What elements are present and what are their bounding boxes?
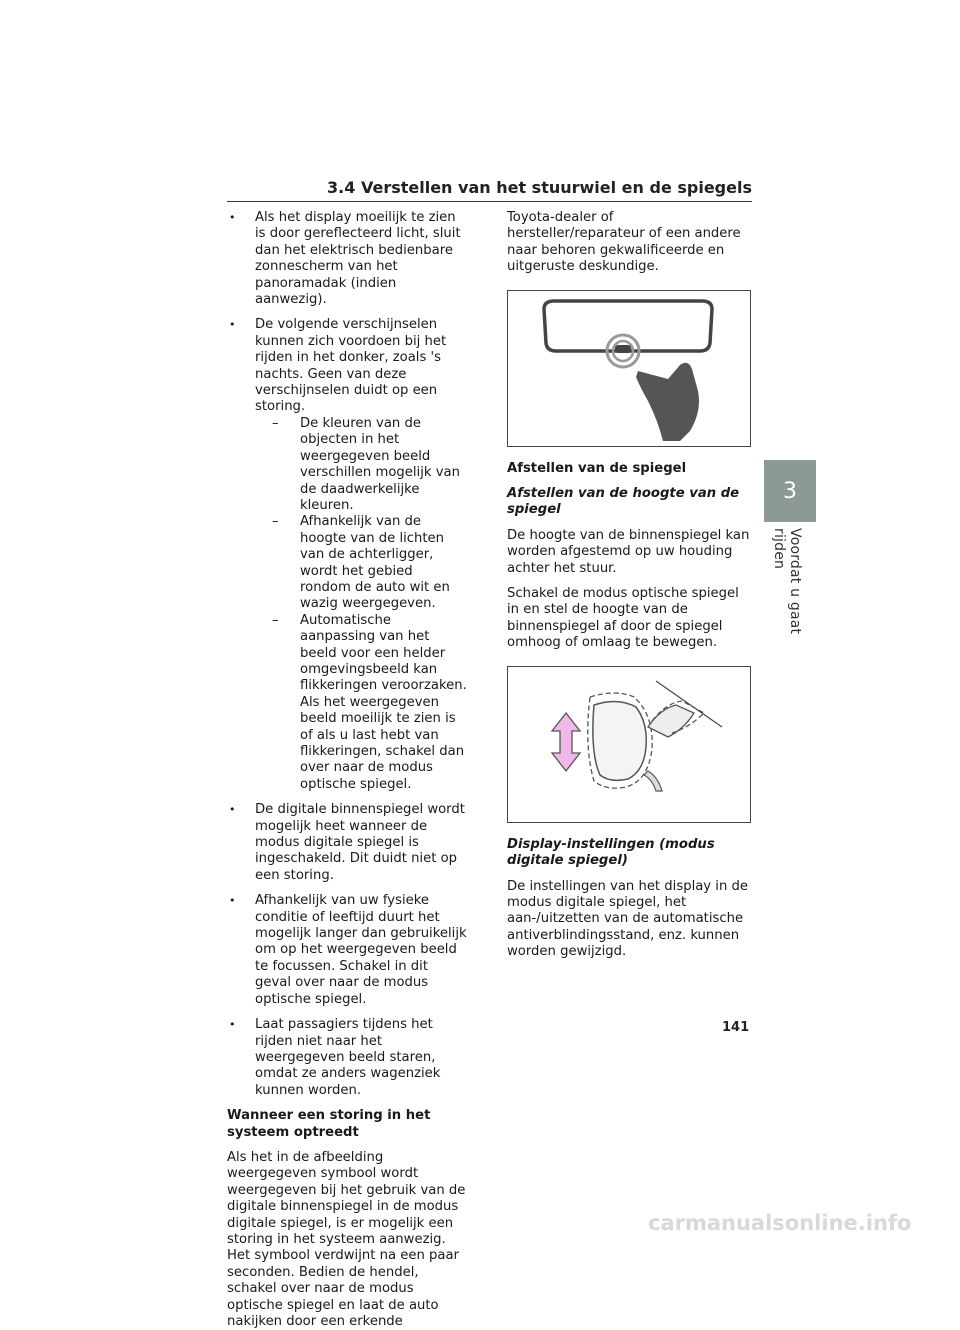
sub-item: – Afhankelijk van de hoogte van de lichten van de achterligger, wordt het gebied rondom de auto wit en wazig weergegeven. xyxy=(272,514,467,612)
sub-item: – De kleuren van de objecten in het weergegeven beeld verschillen mogelijk van de daadwerkelijke kleuren. xyxy=(272,416,467,514)
left-column xyxy=(227,210,467,1330)
right-column xyxy=(507,210,755,970)
sub-text: Automatische aanpassing van het beeld voor een helder omgevingsbeeld kan flikkeringen veroorzaken. xyxy=(300,612,467,694)
height-paragraph-1: De hoogte van de binnenspiegel kan worden afgestemd op uw houding achter het stuur. xyxy=(507,527,750,576)
watermark: carmanualsonline.info xyxy=(648,1211,912,1235)
page-number: 141 xyxy=(722,1020,750,1035)
chapter-title: Voordat u gaat rijden xyxy=(771,528,803,635)
bullet-item xyxy=(227,317,467,793)
chapter-number: 3 xyxy=(783,478,797,504)
mirror-button-svg xyxy=(508,291,750,446)
section-header: 3.4 Verstellen van het stuurwiel en de spiegels xyxy=(227,178,752,202)
mirror-height-svg xyxy=(508,667,750,822)
adjust-mirror-heading: Afstellen van de spiegel xyxy=(507,460,687,476)
sub-item xyxy=(272,613,467,793)
bullet-text: De volgende verschijnselen kunnen zich voordoen bij het rijden in het donker, zoals 's nachts. Geen van deze verschijnselen duidt op een storing. xyxy=(255,317,447,415)
hand-icon xyxy=(636,362,699,440)
malfunction-paragraph: Als het in de afbeelding weergegeven symbool wordt weergegeven bij het gebruik van de digitale binnenspiegel in de modus digitale spiegel, is er mogelijk een storing in het systeem aanwezig. Het symbool verdwijnt na een paar seconden. Bedien de hendel, schakel over naar de modus optische spiegel en laat de auto nakijken door een erkende xyxy=(227,1149,466,1329)
sub-continuation: Als het weergegeven beeld moeilijk te zien is of als u last hebt van flikkeringen, schakel dan over naar de modus optische spiegel. xyxy=(300,694,465,792)
mirror-height-illustration xyxy=(507,666,751,823)
height-paragraph-2: Schakel de modus optische spiegel in en stel de hoogte van de binnenspiegel af door de spiegel omhoog of omlaag te bewegen. xyxy=(507,586,739,651)
chapter-tab xyxy=(764,460,816,522)
paragraph-continuation: Toyota-dealer of hersteller/reparateur of een andere naar behoren gekwalificeerde en uitgeruste deskundige. xyxy=(507,210,741,275)
bullet-item: • Afhankelijk van uw fysieke conditie of leeftijd duurt het mogelijk langer dan gebruikelijk om op het weergegeven beeld te focussen. Schakel in dit geval over naar de modus optische spiegel. xyxy=(227,893,467,1008)
mirror-button-illustration xyxy=(507,290,751,447)
display-settings-heading: Display-instellingen (modus digitale spiegel) xyxy=(507,836,715,869)
malfunction-heading: Wanneer een storing in het systeem optreedt xyxy=(227,1108,431,1140)
bullet-item: • Laat passagiers tijdens het rijden niet naar het weergegeven beeld staren, omdat ze anders wagenziek kunnen worden. xyxy=(227,1017,467,1099)
bullet-item: • Als het display moeilijk te zien is door gereflecteerd licht, sluit dan het elektrisch bedienbare zonnescherm van het panoramadak (indien aanwezig). xyxy=(227,210,467,308)
up-down-arrow-icon xyxy=(552,713,580,771)
adjust-height-heading: Afstellen van de hoogte van de spiegel xyxy=(507,486,740,518)
display-settings-paragraph: De instellingen van het display in de modus digitale spiegel, het aan-/uitzetten van de automatische antiverblindingsstand, enz. kunnen worden gewijzigd. xyxy=(507,878,749,960)
bullet-item: • De digitale binnenspiegel wordt mogelijk heet wanneer de modus digitale spiegel is ingeschakeld. Dit duidt niet op een storing. xyxy=(227,802,467,884)
sub-list xyxy=(272,416,467,793)
